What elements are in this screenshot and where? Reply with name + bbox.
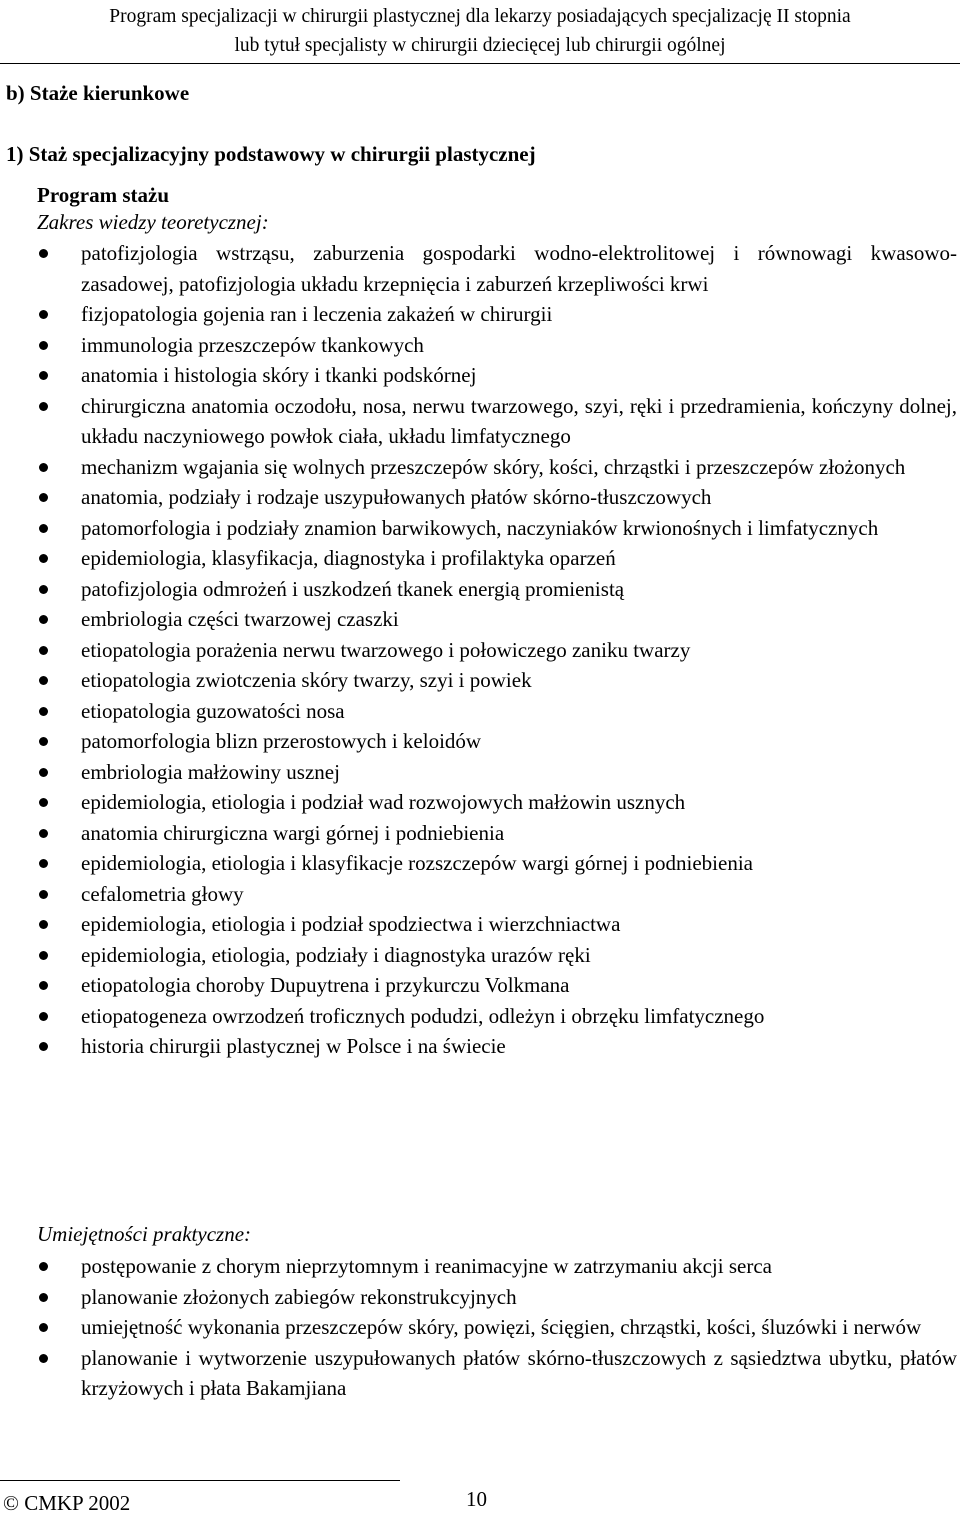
list-item (0, 1031, 960, 1062)
bullet-icon (39, 554, 48, 563)
list-item (0, 1282, 960, 1313)
list-item (0, 574, 960, 605)
page-header (0, 2, 960, 60)
header-line-2: lub tytuł specjalisty w chirurgii dziecięcej lub chirurgii ogólnej (234, 35, 726, 56)
skills-list (0, 1251, 960, 1404)
list-item (0, 1251, 960, 1282)
bullet-icon (39, 1262, 48, 1271)
list-item (0, 787, 960, 818)
bullet-icon (39, 859, 48, 868)
list-item (0, 726, 960, 757)
bullet-icon (39, 1354, 48, 1363)
program-title: Program stażu (37, 183, 169, 207)
list-item-text: patofizjologia odmrożeń i uszkodzeń tkanek energią promienistą (81, 576, 625, 601)
list-item-text: epidemiologia, klasyfikacja, diagnostyka i profilaktyka oparzeń (81, 546, 616, 570)
bullet-icon (39, 310, 48, 319)
footer-divider (0, 1480, 400, 1481)
list-item-text: embriologia małżowiny usznej (81, 759, 340, 784)
bullet-icon (39, 615, 48, 624)
list-item (0, 665, 960, 696)
list-item-text: postępowanie z chorym nieprzytomnym i reanimacyjne w zatrzymaniu akcji serca (81, 1254, 772, 1278)
list-item-text: anatomia chirurgiczna wargi górnej i podniebienia (81, 820, 505, 845)
list-item-text: planowanie i wytworzenie uszypułowanych płatów skórno-tłuszczowych z sąsiedztwa ubytku, płatów krzyżowych i płata Bakamjiana (81, 1345, 957, 1400)
list-item-text: etiopatogeneza owrzodzeń troficznych podudzi, odleżyn i obrzęku limfatycznego (81, 1003, 765, 1028)
list-item-text: epidemiologia, etiologia i klasyfikacje rozszczepów wargi górnej i podniebienia (81, 851, 753, 875)
list-item-text: immunologia przeszczepów tkankowych (81, 332, 424, 357)
list-item (0, 848, 960, 879)
bullet-icon (39, 1012, 48, 1021)
list-item (0, 1001, 960, 1032)
list-item (0, 940, 960, 971)
list-item-text: mechanizm wgajania się wolnych przeszczepów skóry, kości, chrząstki i przeszczepów złożonych (81, 454, 906, 479)
list-item (0, 391, 960, 452)
bullet-icon (39, 798, 48, 807)
bullet-icon (39, 768, 48, 777)
list-item-text: embriologia części twarzowej czaszki (81, 607, 399, 631)
list-item-text: chirurgiczna anatomia oczodołu, nosa, nerwu twarzowego, szyi, ręki i przedramienia, kończyny dolnej, układu naczyniowego powłok ciała, układu limfatycznego (81, 393, 957, 448)
list-item (0, 238, 960, 299)
section-heading: b) Staże kierunkowe (6, 81, 190, 105)
list-item-text: epidemiologia, etiologia i podział spodziectwa i wierzchniactwa (81, 912, 621, 936)
bullet-icon (39, 402, 48, 411)
list-item (0, 818, 960, 849)
list-item-text: etiopatologia choroby Dupuytrena i przykurczu Volkmana (81, 973, 570, 997)
list-item (0, 360, 960, 391)
bullet-icon (39, 585, 48, 594)
footer-copyright: © CMKP 2002 (3, 1491, 131, 1515)
list-item (0, 513, 960, 544)
list-item (0, 543, 960, 574)
bullet-icon (39, 341, 48, 350)
list-item (0, 635, 960, 666)
subsection-heading: 1) Staż specjalizacyjny podstawowy w chirurgii plastycznej (6, 142, 536, 166)
list-item (0, 879, 960, 910)
bullet-icon (39, 1323, 48, 1332)
bullet-icon (39, 524, 48, 533)
bullet-icon (39, 371, 48, 380)
page-number: 10 (466, 1487, 487, 1511)
list-item (0, 482, 960, 513)
list-item-text: planowanie złożonych zabiegów rekonstrukcyjnych (81, 1284, 517, 1309)
list-item-text: patomorfologia blizn przerostowych i keloidów (81, 729, 482, 753)
list-item-text: patofizjologia wstrząsu, zaburzenia gospodarki wodno-elektrolitowej i równowagi kwasowo-zasadowej, patofizjologia układu krzepnięcia i zaburzeń krzepliwości krwi (81, 241, 957, 296)
bullet-icon (39, 1042, 48, 1051)
bullet-icon (39, 829, 48, 838)
bullet-icon (39, 737, 48, 746)
list-item (0, 970, 960, 1001)
bullet-icon (39, 1293, 48, 1302)
list-item-text: cefalometria głowy (81, 881, 244, 906)
list-item (0, 1343, 960, 1404)
list-item (0, 604, 960, 635)
list-item-text: anatomia i histologia skóry i tkanki podskórnej (81, 363, 477, 387)
list-item-text: patomorfologia i podziały znamion barwikowych, naczyniaków krwionośnych i limfatycznych (81, 515, 879, 540)
list-item-text: historia chirurgii plastycznej w Polsce i na świecie (81, 1034, 506, 1058)
list-item (0, 299, 960, 330)
bullet-icon (39, 463, 48, 472)
list-item-text: umiejętność wykonania przeszczepów skóry, powięzi, ścięgien, chrząstki, kości, śluzówki i nerwów (81, 1315, 922, 1339)
theory-list (0, 238, 960, 1062)
theory-heading: Zakres wiedzy teoretycznej: (37, 210, 269, 234)
bullet-icon (39, 981, 48, 990)
bullet-icon (39, 646, 48, 655)
list-item (0, 330, 960, 361)
list-item (0, 757, 960, 788)
bullet-icon (39, 249, 48, 258)
bullet-icon (39, 707, 48, 716)
bullet-icon (39, 890, 48, 899)
list-item-text: etiopatologia zwiotczenia skóry twarzy, szyi i powiek (81, 668, 532, 692)
header-divider (0, 63, 960, 64)
list-item-text: epidemiologia, etiologia i podział wad rozwojowych małżowin usznych (81, 790, 686, 814)
bullet-icon (39, 920, 48, 929)
list-item (0, 1312, 960, 1343)
skills-heading: Umiejętności praktyczne: (37, 1222, 252, 1246)
list-item-text: epidemiologia, etiologia, podziały i diagnostyka urazów ręki (81, 942, 591, 967)
list-item-text: anatomia, podziały i rodzaje uszypułowanych płatów skórno-tłuszczowych (81, 485, 712, 509)
list-item (0, 452, 960, 483)
list-item-text: etiopatologia guzowatości nosa (81, 698, 345, 723)
list-item (0, 909, 960, 940)
header-line-1: Program specjalizacji w chirurgii plastycznej dla lekarzy posiadających specjalizację II stopnia (109, 6, 851, 27)
bullet-icon (39, 493, 48, 502)
list-item (0, 696, 960, 727)
bullet-icon (39, 951, 48, 960)
list-item-text: fizjopatologia gojenia ran i leczenia zakażeń w chirurgii (81, 302, 553, 326)
bullet-icon (39, 676, 48, 685)
list-item-text: etiopatologia porażenia nerwu twarzowego i połowiczego zaniku twarzy (81, 637, 691, 662)
